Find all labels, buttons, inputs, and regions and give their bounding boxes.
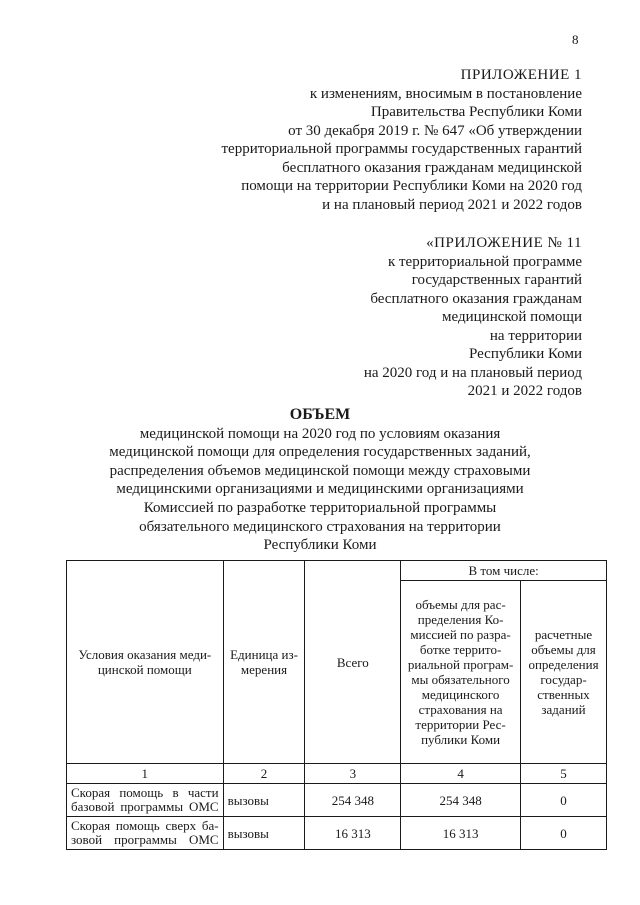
appendix-1-line: от 30 декабря 2019 г. № 647 «Об утверждении <box>288 122 582 139</box>
appendix-1-line: к изменениям, вносимым в постановление <box>309 85 582 102</box>
appendix-11-line: государственных гарантий <box>411 272 582 288</box>
table-numbering-row <box>67 764 607 784</box>
title-line: медицинской помощи на 2020 год по условиям оказания <box>139 425 501 442</box>
appendix-1-heading: ПРИЛОЖЕНИЕ 1 <box>460 67 582 83</box>
appendix-11-line: Республики Коми <box>469 346 582 362</box>
header-total: Всего <box>305 561 401 764</box>
title-heading: ОБЪЕМ <box>289 406 351 423</box>
column-number: 5 <box>521 764 607 784</box>
column-number: 2 <box>223 764 305 784</box>
column-number: 1 <box>67 764 224 784</box>
appendix-11-line: к территориальной программе <box>387 253 582 270</box>
row-total: 16 313 <box>305 817 401 850</box>
title-line: обязательного медицинского страхования на территории <box>139 518 501 535</box>
column-number: 3 <box>305 764 401 784</box>
appendix-11-block <box>364 234 582 401</box>
header-state-task-volumes: расчетные объемы для определения государ-ственных заданий <box>521 581 607 764</box>
appendix-1-line: и на плановый период 2021 и 2022 годов <box>322 196 582 213</box>
header-unit: Единица из-мерения <box>223 561 305 764</box>
table-row <box>67 784 607 817</box>
header-including: В том числе: <box>401 561 607 581</box>
column-number: 4 <box>401 764 521 784</box>
page-number: 8 <box>572 32 579 47</box>
appendix-1-line: территориальной программы государственных гарантий <box>221 141 582 157</box>
row-commission: 16 313 <box>401 817 521 850</box>
appendix-11-line: на 2020 год и на плановый период <box>363 364 582 381</box>
appendix-1-line: Правительства Республики Коми <box>370 104 582 120</box>
title-line: Комиссией по разработке территориальной программы <box>143 499 497 516</box>
row-condition: Скорая помощь сверх ба-зовой программы ОМС <box>67 817 224 850</box>
header-conditions: Условия оказания меди-цинской помощи <box>67 561 224 764</box>
appendix-11-line: 2021 и 2022 годов <box>467 383 582 399</box>
header-commission-volumes: объемы для рас-пределения Ко-миссией по разра-ботке террито-риальной програм-мы обязательного медицинского страхования на территории Рес-публики Коми <box>401 581 521 764</box>
appendix-1-block <box>221 66 582 214</box>
table-header-row <box>67 561 607 581</box>
appendix-1-line: помощи на территории Республики Коми на 2020 год <box>241 178 582 194</box>
row-state: 0 <box>521 817 607 850</box>
row-state: 0 <box>521 784 607 817</box>
volume-table <box>66 560 607 850</box>
row-unit: вызовы <box>223 817 305 850</box>
title-line: медицинской помощи для определения государственных заданий, <box>109 444 531 461</box>
appendix-1-line: бесплатного оказания гражданам медицинской <box>282 159 582 176</box>
table-row <box>67 817 607 850</box>
row-commission: 254 348 <box>401 784 521 817</box>
row-condition: Скорая помощь в части базовой программы ОМС <box>67 784 224 817</box>
title-line: распределения объемов медицинской помощи между страховыми <box>109 462 531 479</box>
row-total: 254 348 <box>305 784 401 817</box>
appendix-11-line: бесплатного оказания гражданам <box>370 290 582 307</box>
title-line: медицинскими организациями и медицинскими организациями <box>116 481 524 498</box>
document-title <box>60 406 580 555</box>
appendix-11-heading: «ПРИЛОЖЕНИЕ № 11 <box>426 235 582 251</box>
appendix-11-line: на территории <box>489 327 582 344</box>
row-unit: вызовы <box>223 784 305 817</box>
title-line: Республики Коми <box>263 537 377 554</box>
appendix-11-line: медицинской помощи <box>442 309 582 325</box>
